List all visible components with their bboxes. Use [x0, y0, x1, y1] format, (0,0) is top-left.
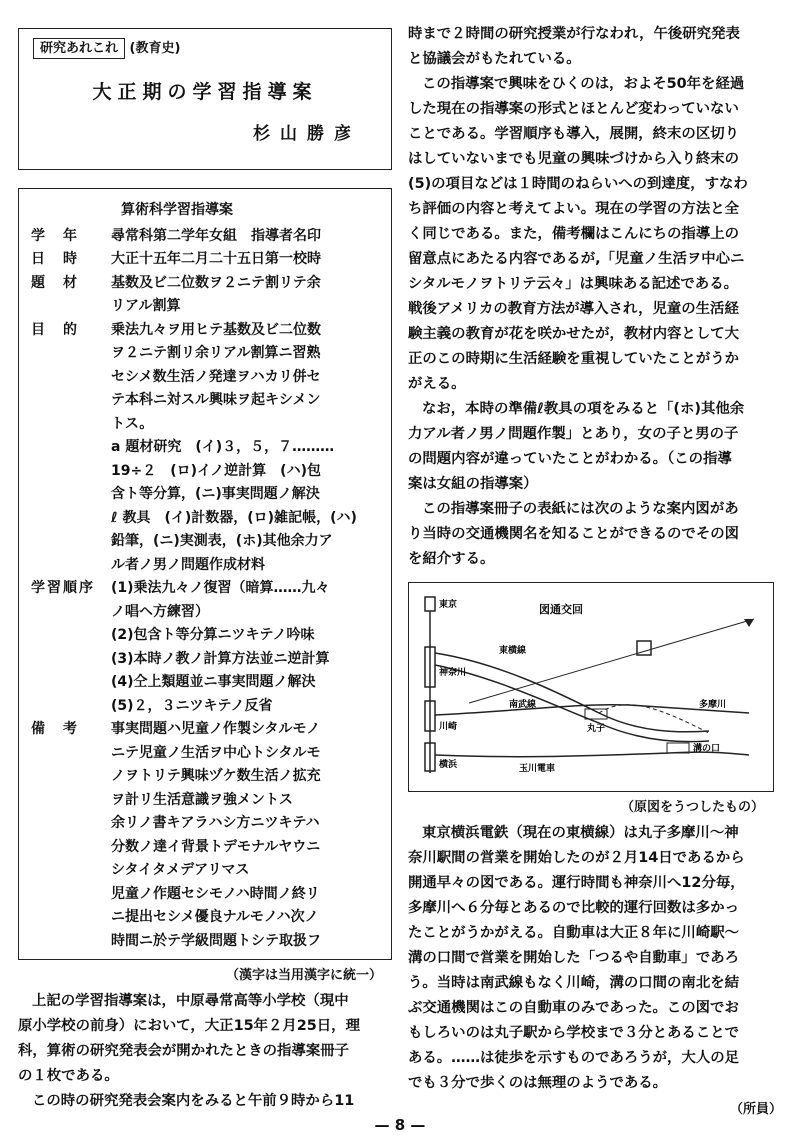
- lesson-plan-line: 鉛筆，(ニ)実測表，(ホ)其他余力ア: [111, 533, 333, 549]
- lesson-plan-title: 算術科学習指導案: [121, 202, 233, 218]
- category-label: (教育史): [129, 41, 181, 56]
- text-line: なお，本時の準備ℓ教具の項をみると「(ホ)其他余: [422, 401, 745, 417]
- series-tag: [33, 37, 180, 56]
- map-label-maruko: 丸子: [587, 724, 606, 734]
- map-caption: （原図をうつしたもの）: [620, 800, 764, 815]
- right-body-text-2: [408, 821, 782, 1096]
- text-line: はしていないまでも児童の興味づけから入り終末の: [408, 151, 739, 167]
- lesson-plan-value: [111, 319, 383, 437]
- lesson-plan-line: (5)２，３ニツキテノ反省: [111, 697, 273, 714]
- kanji-note: （漢字は当用漢字に統一）: [225, 968, 382, 983]
- text-line: この指導案冊子の表紙には次のような案内図があ: [422, 501, 739, 517]
- map-station-maruko: [585, 709, 607, 719]
- lesson-plan-row: [31, 319, 383, 437]
- lesson-plan-value: [111, 436, 383, 577]
- text-line: がえる。: [408, 376, 466, 392]
- text-line: この指導案で興味をひくのは，およそ50年を経過: [422, 76, 745, 92]
- lesson-plan-key: 学習順序: [31, 580, 95, 596]
- left-body-text: [18, 989, 392, 1114]
- text-line: 力アル者ノ男ノ問題作製」とあり，女の子と男の子: [408, 426, 739, 442]
- text-line: した現在の指導案の形式とほとんど変わっていない: [408, 101, 739, 117]
- text-line: シタルモノヲトリテ云々」は興味ある記述である。: [408, 276, 738, 292]
- text-line: 原小学校の前身）において，大正15年２月25日，理: [18, 1018, 360, 1034]
- text-line: 上記の学習指導案は，中原尋常高等小学校（現中: [32, 993, 349, 1009]
- map-label-nambu: 南武線: [509, 700, 537, 710]
- text-line: この時の研究発表会案内をみると午前９時から11: [32, 1093, 355, 1109]
- lesson-plan-line: ヲ計リ生活意識ヲ強メントス: [111, 791, 293, 808]
- right-column: [408, 22, 782, 1117]
- text-line: 時まで２時間の研究授業が行なわれ，午後研究発表: [408, 26, 740, 42]
- lesson-plan-key: 題 材: [31, 274, 79, 291]
- lesson-plan-line: 19÷２ (ロ)イノ逆計算 (ハ)包: [111, 462, 321, 479]
- lesson-plan-line: (3)本時ノ教ノ計算方法並ニ逆計算: [111, 650, 330, 667]
- map-line-toyoko-2: [435, 665, 709, 742]
- map-label-kawasaki: 川崎: [439, 722, 458, 732]
- lesson-plan-rows: [31, 225, 383, 954]
- lesson-plan-row: [31, 436, 383, 577]
- lesson-plan-line: 時間ニ於テ学級問題トシテ取扱フ: [111, 932, 321, 949]
- lesson-plan-line: 分数ノ達イ背景トデモナルヤウニ: [111, 838, 321, 855]
- text-line: と協議会がもたれている。: [408, 51, 581, 67]
- map-label-tamagawa: 多摩川: [699, 700, 727, 710]
- text-line: の問題内容が違っていたことがわかる。（この指導: [408, 451, 732, 467]
- lesson-plan-value: [111, 225, 383, 249]
- map-title: 図通交回: [539, 603, 583, 616]
- text-line: 案は女組の指導案）: [408, 476, 538, 492]
- lesson-plan-row: [31, 225, 383, 249]
- article-title: 大正期の学習指導案: [92, 81, 318, 103]
- right-body-text-1: [408, 22, 782, 572]
- lesson-plan-line: 尋常科第二学年女組 指導者名印: [111, 227, 321, 244]
- text-line: く同じである。また，備考欄はこんにちの指導上の: [408, 226, 739, 242]
- lesson-plan-line: トス。: [111, 415, 154, 432]
- map-road: [469, 619, 754, 703]
- text-line: 留意点にあたる内容であるが,「児童ノ生活ヲ中心ニ: [408, 251, 745, 267]
- lesson-plan-line: 事実問題ハ児童ノ作製シタルモノ: [111, 721, 321, 737]
- text-line: 奈川駅間の営業を開始したのが２月14日であるから: [408, 850, 745, 866]
- map-label-kanagawa: 神奈川: [439, 668, 467, 678]
- lesson-plan-line: 基数及ビ二位数ヲ２ニテ割リテ余: [111, 274, 321, 291]
- text-line: ことである。学習順序も導入，展開，終末の区切り: [408, 126, 739, 142]
- lesson-plan-line: シタイタメデアリマス: [111, 862, 250, 878]
- text-line: 東京横浜電鉄（現在の東横線）は丸子多摩川〜神: [422, 825, 739, 841]
- text-line: 正のこの時期に生活経験を重視していたことがうか: [408, 351, 739, 367]
- text-line: を紹介する。: [408, 551, 495, 567]
- lesson-plan-line: 乗法九々ヲ用ヒテ基数及ビ二位数: [111, 321, 321, 338]
- lesson-plan-line: ノヲトリテ興味ヅケ数生活ノ拡充: [111, 768, 321, 784]
- article-author: 杉山勝彦: [253, 124, 361, 144]
- lesson-plan-line: ノ唱ヘ方練習）: [111, 603, 209, 620]
- route-map: [408, 582, 774, 792]
- lesson-plan-line: テ本科ニ対スル興味ヲ起キシメン: [111, 392, 321, 408]
- lesson-plan-line: (1)乗法九々ノ復習（暗算……九々: [111, 580, 330, 596]
- map-label-tokyo: 東京: [439, 600, 458, 610]
- lesson-plan-line: (2)包含ト等分算ニツキテノ吟味: [111, 627, 315, 643]
- article-header: [18, 28, 392, 170]
- lesson-plan-value: [111, 718, 383, 953]
- text-line: 科，算術の研究発表会が開かれたときの指導案冊子: [18, 1043, 349, 1059]
- lesson-plan-row: [31, 248, 383, 272]
- map-label-tamagawa-densha: 玉川電車: [519, 764, 556, 774]
- lesson-plan-line: (4)仝上類題並ニ事実問題ノ解決: [111, 674, 316, 690]
- series-tag-label: 研究あれこれ: [33, 38, 125, 59]
- author-signature: （所員）: [729, 1102, 782, 1117]
- text-line: の１枚である。: [18, 1068, 119, 1084]
- text-line: 多摩川へ６分毎とあるので比較的運行回数は多かっ: [408, 900, 739, 916]
- lesson-plan-line: 含ト等分算，(ニ)事実問題ノ解決: [111, 486, 320, 502]
- lesson-plan-line: セシメ数生活ノ発達ヲハカリ併セ: [111, 368, 321, 385]
- lesson-plan-line: リアル割算: [111, 298, 181, 314]
- lesson-plan-row: [31, 718, 383, 953]
- lesson-plan-key: 日 時: [31, 251, 79, 267]
- text-line: う。当時は南武線もなく川崎，溝の口間の南北を結: [408, 975, 739, 991]
- lesson-plan-value: [111, 248, 383, 272]
- text-line: り当時の交通機関名を知ることができるのでその図: [408, 526, 739, 542]
- lesson-plan-line: ニテ児童ノ生活ヲ中心トシタルモ: [111, 744, 321, 761]
- map-station-mizonokuchi: [667, 743, 689, 753]
- lesson-plan-value: [111, 272, 383, 319]
- lesson-plan-line: a 題材研究 (イ)３，５，７………: [111, 439, 335, 455]
- lesson-plan-key: 目 的: [31, 321, 79, 338]
- map-label-toyoko: 東横線: [499, 646, 527, 656]
- lesson-plan-box: [18, 188, 392, 960]
- text-line: ある。……は徒歩を示すものであろうが，大人の足: [408, 1050, 739, 1066]
- lesson-plan-key: [31, 436, 111, 577]
- route-map-drawing: [409, 583, 773, 791]
- map-label-yokohama: 横浜: [439, 760, 458, 770]
- lesson-plan-row: [31, 272, 383, 319]
- text-line: (5)の項目などは１時間のねらいへの到達度，すなわ: [408, 176, 748, 192]
- lesson-plan-value: [111, 577, 383, 718]
- text-line: たことがうかがえる。自動車は大正８年に川崎駅〜: [408, 925, 739, 941]
- lesson-plan-line: ℓ 教具 (イ)計数器，(ロ)雑記帳，(ハ): [111, 509, 357, 526]
- page-number: — 8 —: [374, 1116, 426, 1134]
- text-line: 溝の口間で営業を開始した「つるや自動車」であろ: [408, 950, 739, 966]
- map-station-tokyo: [425, 597, 435, 611]
- text-line: 戦後アメリカの教育方法が導入され，児童の生活経: [408, 301, 739, 317]
- text-line: でも３分で歩くのは無理のようである。: [408, 1075, 668, 1091]
- lesson-plan-line: 大正十五年二月二十五日第一校時: [111, 251, 321, 267]
- lesson-plan-key: 学 年: [31, 227, 79, 244]
- text-line: ち評価の内容と考えてよい。現在の学習の方法と全: [408, 201, 739, 217]
- lesson-plan-line: 余リノ書キアラハシ方ニツキテハ: [111, 815, 320, 831]
- text-line: ぶ交通機関はこの自動車のみであった。この図でお: [408, 1000, 739, 1016]
- lesson-plan-row: [31, 577, 383, 718]
- text-line: 験主義の教育が花を咲かせたが，教材内容として大: [408, 326, 739, 342]
- lesson-plan-line: ニ提出セシメ優良ナルモノハ次ノ: [111, 909, 319, 925]
- left-column: [18, 28, 392, 1114]
- lesson-plan-line: ル者ノ男ノ問題作成材料: [111, 556, 265, 573]
- text-line: もしろいのは丸子駅から学校まで３分とあることで: [408, 1025, 739, 1041]
- lesson-plan-key: 備 考: [31, 721, 79, 737]
- text-line: 開通早々の図である。運行時間も神奈川へ12分毎，: [408, 875, 745, 891]
- lesson-plan-line: ヲ２ニテ割リ余リアル割算ニ習熟: [111, 345, 321, 361]
- map-label-mizonokuchi: 溝の口: [693, 744, 721, 754]
- lesson-plan-line: 児童ノ作題セシモノハ時間ノ終リ: [111, 885, 320, 902]
- map-line-toyoko: [435, 653, 709, 732]
- map-arrow: [744, 619, 754, 627]
